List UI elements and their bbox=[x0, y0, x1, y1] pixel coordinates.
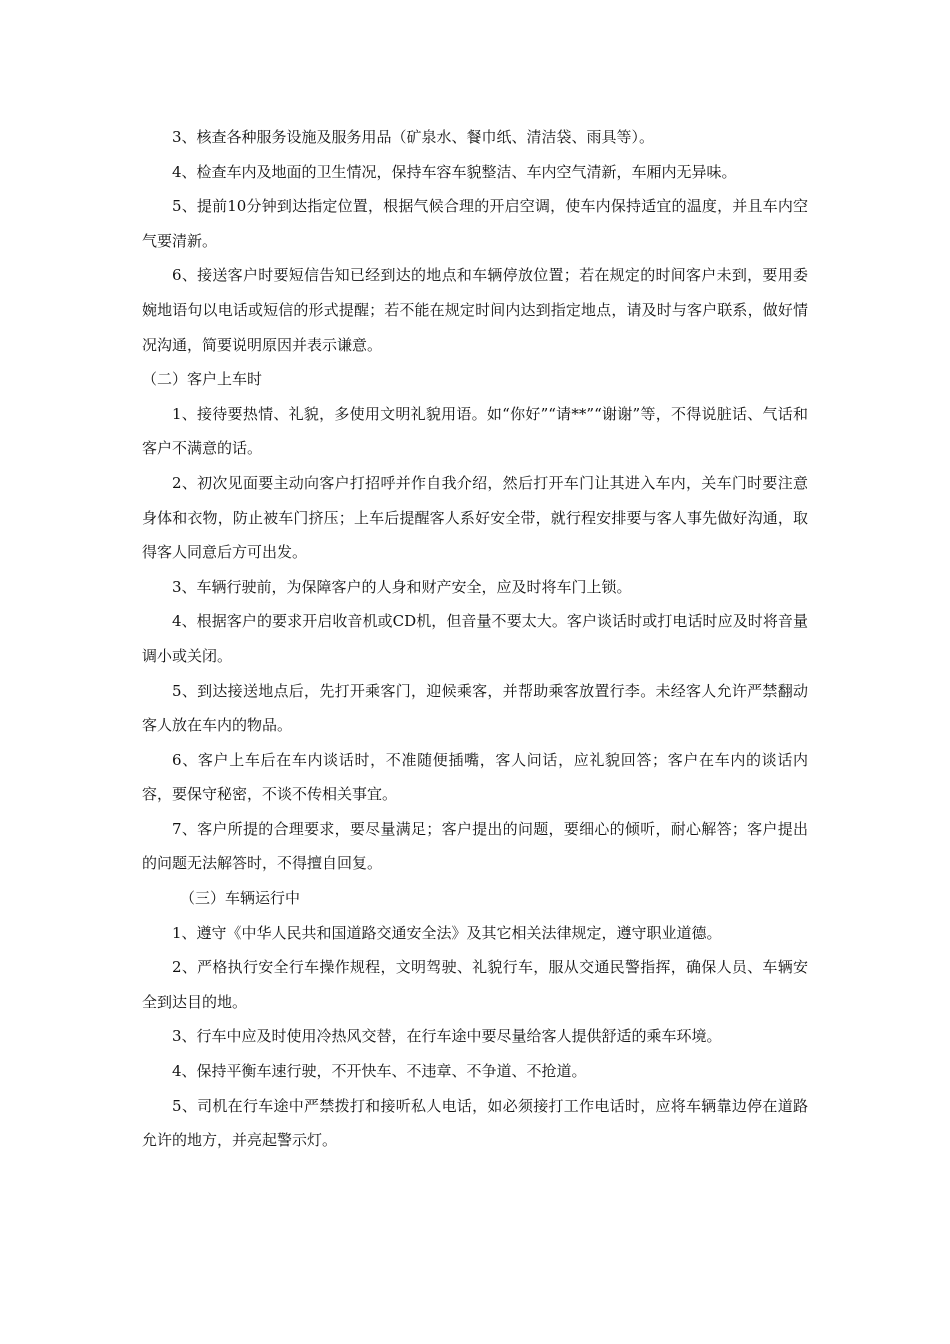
paragraph-steady-speed: 4、保持平衡车速行驶，不开快车、不违章、不争道、不抢道。 bbox=[172, 1062, 587, 1081]
paragraph-notify-customer: 6、接送客户时要短信告知已经到达的地点和车辆停放位置；若在规定的时间客户未到，要用委婉地语句以电话或短信的形式提醒；若不能在规定时间内达到指定地点，请及时与客户联系，做好情况沟通，简要说明原因并表示谦意。 bbox=[142, 266, 808, 354]
paragraph-arrival-luggage: 5、到达接送地点后，先打开乘客门，迎候乘客，并帮助乘客放置行李。未经客人允许严禁翻动客人放在车内的物品。 bbox=[142, 681, 808, 735]
paragraph-check-hygiene: 4、检查车内及地面的卫生情况，保持车容车貌整洁、车内空气清新，车厢内无异味。 bbox=[172, 162, 737, 181]
paragraph-confidentiality: 6、客户上车后在车内谈话时，不准随便插嘴，客人问话，应礼貌回答；客户在车内的谈话内容，要保守秘密，不谈不传相关事宜。 bbox=[142, 750, 808, 804]
document-page bbox=[142, 120, 808, 1158]
section-heading-boarding: （二）客户上车时 bbox=[142, 370, 263, 389]
paragraph-climate-control: 3、行车中应及时使用冷热风交替，在行车途中要尽量给客人提供舒适的乘车环境。 bbox=[172, 1027, 722, 1046]
paragraph-radio-volume: 4、根据客户的要求开启收音机或CD机，但音量不要太大。客户谈话时或打电话时应及时将音量调小或关闭。 bbox=[142, 612, 808, 665]
paragraph-first-meeting: 2、初次见面要主动向客户打招呼并作自我介绍，然后打开车门让其进入车内，关车门时要注意身体和衣物，防止被车门挤压；上车后提醒客人系好安全带，就行程安排要与客人事先做好沟通，取得客人同意后方可出发。 bbox=[142, 473, 808, 562]
paragraph-traffic-law: 1、遵守《中华人民共和国道路交通安全法》及其它相关法律规定，遵守职业道德。 bbox=[172, 923, 722, 942]
paragraph-phone-calls: 5、司机在行车途中严禁拨打和接听私人电话，如必须接打工作电话时，应将车辆靠边停在道路允许的地方，并亮起警示灯。 bbox=[142, 1096, 808, 1150]
paragraph-courtesy: 1、接待要热情、礼貌，多使用文明礼貌用语。如“你好”“请**”“谢谢”等，不得说脏话、气话和客户不满意的话。 bbox=[142, 404, 808, 458]
paragraph-lock-doors: 3、车辆行驶前，为保障客户的人身和财产安全，应及时将车门上锁。 bbox=[172, 577, 632, 596]
paragraph-arrive-early: 5、提前10分钟到达指定位置，根据气候合理的开启空调，使车内保持适宜的温度，并且车内空气要清新。 bbox=[142, 197, 808, 250]
paragraph-check-supplies: 3、核查各种服务设施及服务用品（矿泉水、餐巾纸、清洁袋、雨具等）。 bbox=[172, 128, 655, 146]
section-heading-driving: （三）车辆运行中 bbox=[180, 889, 301, 908]
paragraph-reasonable-requests: 7、客户所提的合理要求，要尽量满足；客户提出的问题，要细心的倾听，耐心解答；客户提出的问题无法解答时，不得擅自回复。 bbox=[142, 819, 808, 873]
paragraph-safe-driving: 2、严格执行安全行车操作规程，文明驾驶、礼貌行车，服从交通民警指挥，确保人员、车辆安全到达目的地。 bbox=[142, 958, 808, 1011]
